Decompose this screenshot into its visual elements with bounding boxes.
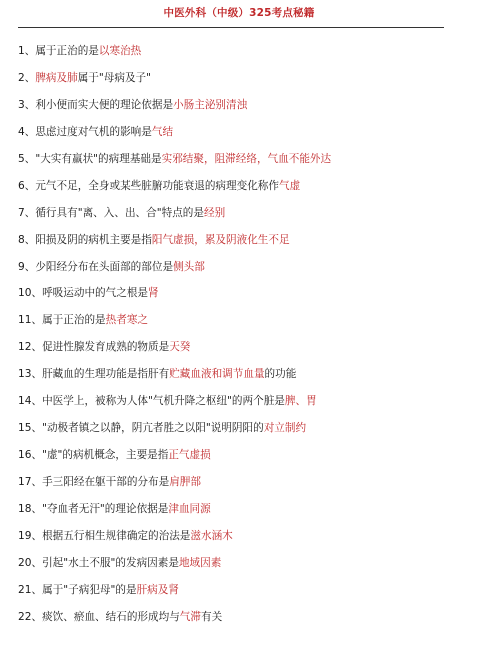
item-number: 5、 <box>18 152 36 165</box>
item-number: 15、 <box>18 422 43 435</box>
list-item <box>18 501 473 528</box>
document-title: 中医外科（中级）325考点秘籍 <box>163 7 315 19</box>
item-text: 促进性腺发育成熟的物质是 <box>42 341 170 354</box>
item-number: 1、 <box>18 45 36 57</box>
item-answer-highlight: 实邪结聚，阻滞经络，气血不能外达 <box>161 152 332 165</box>
item-answer-highlight: 正气虚损 <box>168 449 211 462</box>
item-answer-highlight: 肩胛部 <box>169 476 201 488</box>
item-answer-highlight: 气结 <box>151 125 174 138</box>
item-answer-highlight: 以寒治热 <box>98 45 142 57</box>
item-number: 11、 <box>18 314 43 327</box>
item-answer-highlight: 小肠主泌别清浊 <box>173 98 248 111</box>
item-answer-highlight: 脾、胃 <box>284 395 317 408</box>
item-answer-highlight: 贮藏血液和调节血量 <box>169 368 265 381</box>
item-number: 21、 <box>18 583 43 596</box>
item-number: 6、 <box>18 179 36 192</box>
item-text: 根据五行相生规律确定的治法是 <box>42 529 191 542</box>
item-number: 18、 <box>18 502 43 515</box>
item-number: 7、 <box>18 206 36 219</box>
list-item <box>18 232 473 259</box>
item-number: 2、 <box>18 71 36 84</box>
item-number: 16、 <box>18 449 43 462</box>
item-answer-highlight: 阳气虚损，累及阴液化生不足 <box>151 233 290 246</box>
item-text: 的功能 <box>264 368 297 381</box>
item-number: 9、 <box>18 260 36 273</box>
item-number: 14、 <box>18 395 43 408</box>
item-text: "动极者镇之以静，阴亢者胜之以阳"说明阴阳的 <box>42 422 264 435</box>
item-text: 肝藏血的生理功能是指肝有 <box>42 368 170 381</box>
list-item <box>18 285 473 312</box>
list-item <box>18 582 473 609</box>
item-text: 呼吸运动中的气之根是 <box>42 287 149 300</box>
list-item <box>18 339 473 366</box>
item-answer-highlight: 肾 <box>148 287 159 300</box>
list-item <box>18 474 473 501</box>
item-answer-highlight: 津血同源 <box>168 502 211 515</box>
item-text: 少阳经分布在头面部的部位是 <box>35 260 174 273</box>
list-item <box>18 124 473 151</box>
item-number: 8、 <box>18 233 36 246</box>
list-item <box>18 393 473 420</box>
list-item <box>18 205 473 232</box>
list-item <box>18 178 473 205</box>
list-item <box>18 259 473 286</box>
list-item <box>18 447 473 474</box>
list-item <box>18 420 473 447</box>
title-divider <box>18 27 444 28</box>
item-number: 10、 <box>18 287 43 300</box>
list-item <box>18 43 473 70</box>
list-item <box>18 312 473 339</box>
item-answer-highlight: 脾病及肺 <box>35 71 78 84</box>
item-answer-highlight: 天癸 <box>169 341 191 354</box>
item-answer-highlight: 地域因素 <box>178 556 222 569</box>
item-answer-highlight: 经别 <box>204 206 226 219</box>
list-item <box>18 555 473 582</box>
item-text: 思虑过度对气机的影响是 <box>35 125 152 138</box>
list-item <box>18 97 473 124</box>
item-text: 痰饮、瘀血、结石的形成均与 <box>42 610 180 623</box>
item-number: 4、 <box>18 125 36 138</box>
item-answer-highlight: 侧头部 <box>173 260 205 273</box>
item-answer-highlight: 气虚 <box>279 179 301 192</box>
item-text: 属于"子病犯母"的是 <box>42 583 137 596</box>
item-text: 引起"水土不服"的发病因素是 <box>42 556 179 569</box>
item-answer-highlight: 热者寒之 <box>105 314 149 327</box>
list-item <box>18 151 473 178</box>
item-text: 循行具有"离、入、出、合"特点的是 <box>35 206 204 219</box>
item-text: 阳损及阴的病机主要是指 <box>35 233 152 246</box>
item-answer-highlight: 肝病及肾 <box>136 583 179 596</box>
item-number: 19、 <box>18 529 43 542</box>
list-item <box>18 366 473 393</box>
item-text: 属于"母病及子" <box>77 71 152 84</box>
item-number: 13、 <box>18 368 43 381</box>
item-number: 22、 <box>18 610 43 623</box>
item-text: 元气不足，全身或某些脏腑功能衰退的病理变化称作 <box>35 179 279 192</box>
key-points-list <box>18 43 473 636</box>
item-text: "虚"的病机概念，主要是指 <box>42 449 169 462</box>
list-item <box>18 70 473 97</box>
item-text: 属于正治的是 <box>42 314 106 327</box>
list-item <box>18 609 473 636</box>
item-text: "夺血者无汗"的理论依据是 <box>42 502 169 515</box>
item-number: 3、 <box>18 98 36 111</box>
item-text: 中医学上，被称为人体"气机升降之枢纽"的两个脏是 <box>42 395 285 408</box>
item-answer-highlight: 气滞 <box>179 610 201 623</box>
item-text: "大实有羸状"的病理基础是 <box>35 152 162 165</box>
item-text: 有关 <box>200 610 223 623</box>
item-number: 17、 <box>18 476 43 488</box>
item-answer-highlight: 滋水涵木 <box>190 529 233 542</box>
list-item <box>18 528 473 555</box>
item-text: 利小便而实大便的理论依据是 <box>35 98 174 111</box>
item-number: 12、 <box>18 341 43 354</box>
item-text: 手三阳经在躯干部的分布是 <box>42 476 170 488</box>
item-answer-highlight: 对立制约 <box>263 422 307 435</box>
item-text: 属于正治的是 <box>35 45 99 57</box>
item-number: 20、 <box>18 556 43 569</box>
